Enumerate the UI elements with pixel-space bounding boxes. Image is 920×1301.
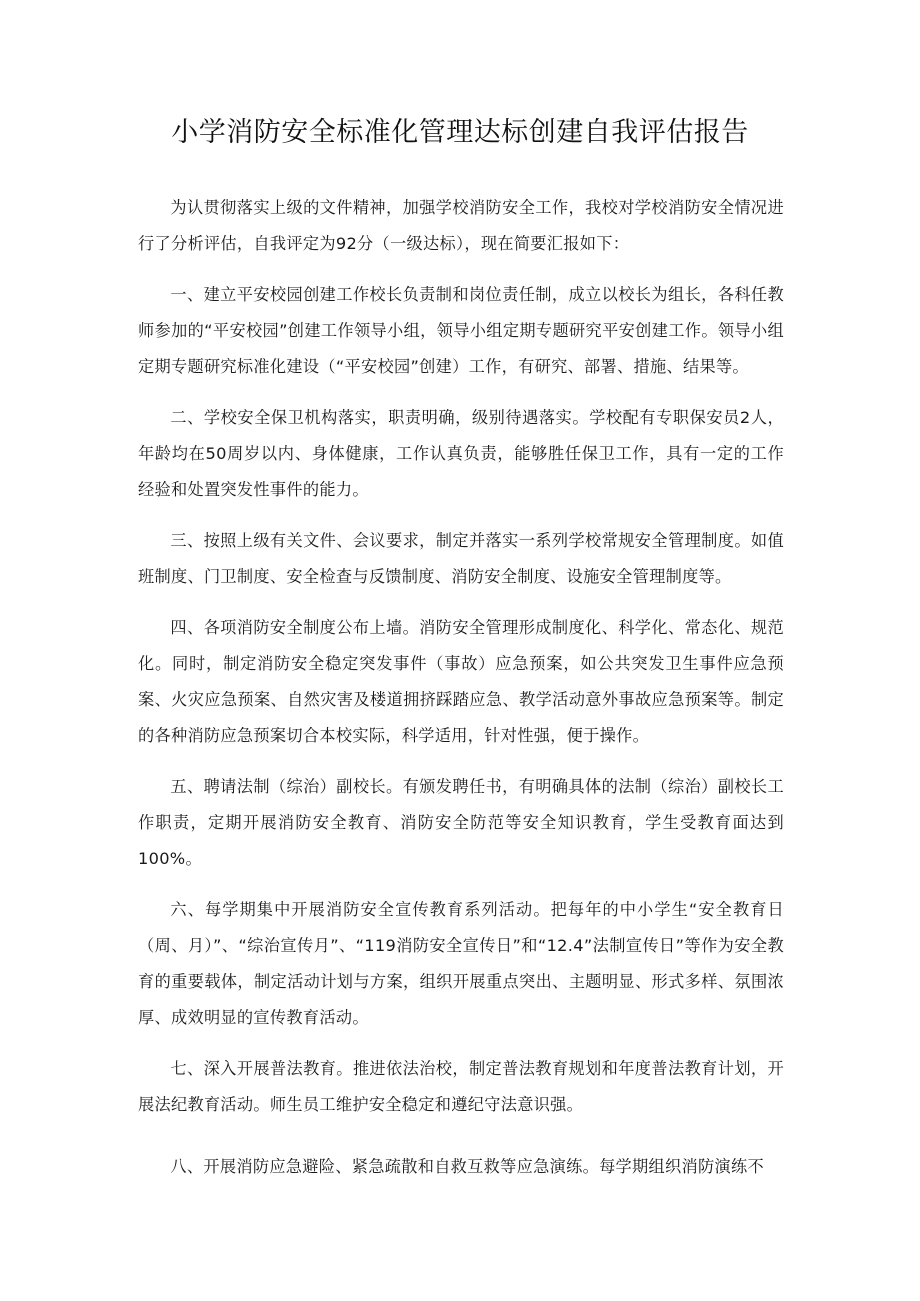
- document-body: [138, 190, 784, 1200]
- paragraph-6: 六、每学期集中开展消防安全宣传教育系列活动。把每年的中小学生“安全教育日（周、月）”、“综治宣传月”、“119消防安全宣传日”和“12.4”法制宣传日”等作为安全教育的重要载体，制定活动计划与方案，组织开展重点突出、主题明显、形式多样、氛围浓厚、成效明显的宣传教育活动。: [138, 900, 784, 1027]
- document-title: 小学消防安全标准化管理达标创建自我评估报告: [171, 117, 749, 148]
- paragraph-4: 四、各项消防安全制度公布上墙。消防安全管理形成制度化、科学化、常态化、规范化。同时，制定消防安全稳定突发事件（事故）应急预案，如公共突发卫生事件应急预案、火灾应急预案、自然灾害及楼道拥挤踩踏应急、教学活动意外事故应急预案等。制定的各种消防应急预案切合本校实际，科学适用，针对性强，便于操作。: [138, 618, 784, 745]
- paragraph-8: 八、开展消防应急避险、紧急疏散和自救互救等应急演练。每学期组织消防演练不: [170, 1157, 764, 1176]
- paragraph-3: 三、按照上级有关文件、会议要求，制定并落实一系列学校常规安全管理制度。如值班制度、门卫制度、安全检查与反馈制度、消防安全制度、设施安全管理制度等。: [138, 531, 784, 586]
- paragraph-1: 一、建立平安校园创建工作校长负责制和岗位责任制，成立以校长为组长，各科任教师参加的“平安校园”创建工作领导小组，领导小组定期专题研究平安创建工作。领导小组定期专题研究标准化建设（“平安校园”创建）工作，有研究、部署、措施、结果等。: [138, 285, 784, 376]
- paragraph-5: 五、聘请法制（综治）副校长。有颁发聘任书，有明确具体的法制（综治）副校长工作职责，定期开展消防安全教育、消防安全防范等安全知识教育，学生受教育面达到100%。: [138, 777, 784, 868]
- paragraph-2: 二、学校安全保卫机构落实，职责明确，级别待遇落实。学校配有专职保安员2人，年龄均在50周岁以内、身体健康，工作认真负责，能够胜任保卫工作，具有一定的工作经验和处置突发性事件的能力。: [138, 408, 784, 499]
- paragraph-7: 七、深入开展普法教育。推进依法治校，制定普法教育规划和年度普法教育计划，开展法纪教育活动。师生员工维护安全稳定和遵纪守法意识强。: [138, 1059, 784, 1114]
- paragraph-intro: 为认贯彻落实上级的文件精神，加强学校消防安全工作，我校对学校消防安全情况进行了分析评估，自我评定为92分（一级达标），现在简要汇报如下：: [138, 198, 784, 253]
